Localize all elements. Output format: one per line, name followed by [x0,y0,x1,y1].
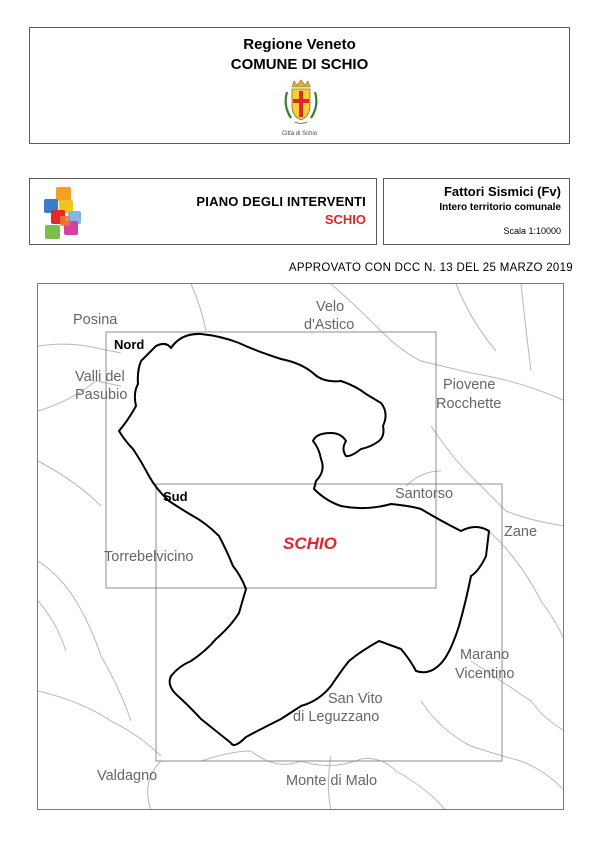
coat-of-arms-icon [281,78,321,130]
place-valli-line1: Valli del [75,369,125,385]
municipality-name: COMUNE DI SCHIO [230,56,369,73]
map-frame [37,283,564,810]
plan-title: PIANO DEGLI INTERVENTI [196,194,366,209]
place-marano-line2: Vicentino [455,666,515,682]
map-extent: Intero territorio comunale [439,202,561,213]
map-theme-title: Fattori Sismici (Fv) [443,184,561,199]
plan-subtitle: SCHIO [324,212,366,227]
place-piovene-line2: Rocchette [436,396,502,412]
coat-caption: Città di Schio [281,131,318,137]
place-torrebelvicino: Torrebelvicino [104,549,194,565]
place-piovene-line1: Piovene [443,377,496,393]
place-velo-line2: d'Astico [304,317,355,333]
place-posina: Posina [73,312,118,328]
place-valdagno: Valdagno [97,768,158,784]
map-scale: Scala 1:10000 [503,226,561,236]
sheet-label-nord: Nord [114,337,145,352]
place-velo-line1: Velo [316,299,345,315]
info-panel [383,178,570,245]
place-monte-di-malo: Monte di Malo [286,773,378,789]
place-santorso: Santorso [395,486,454,502]
plan-logo-icon [42,185,94,241]
place-marano-line1: Marano [460,647,510,663]
place-zane: Zane [504,524,538,540]
map-canvas [38,284,564,810]
town-label-schio: SCHIO [283,534,337,553]
header-panel [29,27,570,144]
place-valli-line2: Pasubio [75,387,128,403]
place-sanvito-line1: San Vito [328,691,383,707]
sheet-label-sud: Sud [163,489,188,504]
region-name: Regione Veneto [243,36,356,53]
place-sanvito-line2: di Leguzzano [293,709,380,725]
approval-note: APPROVATO CON DCC N. 13 DEL 25 MARZO 2019 [288,262,573,274]
plan-panel [29,178,377,245]
